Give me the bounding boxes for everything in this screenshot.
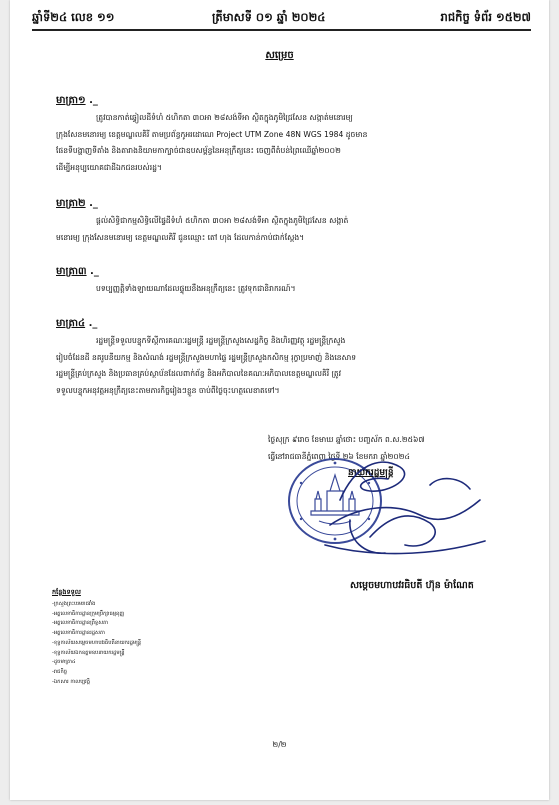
text-line: មនោរម្យ ក្រុងសែនមនោរម្យ ខេត្តមណ្ឌលគិរី ជូនឈ្មោះ តៅ ហុង ដែលកាន់កាប់ជាក់ស្តែង។ [56, 232, 305, 242]
header-divider [32, 29, 531, 31]
text-line: ផ្តល់សិទ្ធិជាកម្មសិទ្ធិលើផ្ទៃដីទំហំ ៥ហិកតា ៣០អា ២៨សង់ទីអា ស្ថិតក្នុងភូមិជ្រៃសែន សង្កាត់ [96, 216, 349, 225]
article-2-text [56, 213, 509, 246]
lunar-date: ថ្ងៃសុក្រ ៩រោច ខែមាឃ ឆ្នាំថោះ បញ្ចស័ក ព.ស.២៥៦៧ [268, 435, 425, 444]
gazette-header [32, 8, 531, 28]
list-item: -ដូចមាត្រា៤ [52, 659, 76, 666]
header-date: ត្រីមាសទី ០១ ឆ្នាំ ២០២៤ [212, 10, 326, 24]
list-item: -ឯកសារ កាលប្បវត្តិ [52, 678, 90, 685]
article-3-heading: មាត្រា៣ ._ [56, 266, 99, 277]
text-line: ទទួលបន្ទុកអនុវត្តអនុក្រឹត្យនេះតាមភារកិច្ចរៀងៗខ្លួន ចាប់ពីថ្ងៃចុះហត្ថលេខាតទៅ។ [56, 385, 280, 395]
article-2-heading: មាត្រា២ ._ [56, 198, 98, 209]
list-item: -អគ្គលេខាធិការដ្ឋានព្រឹទ្ធសភា [52, 620, 109, 627]
list-item: -អគ្គលេខាធិការដ្ឋានរដ្ឋសភា [52, 630, 105, 637]
article-1-text [56, 110, 509, 176]
decision-title: សម្រេច [265, 50, 294, 61]
article-3-text [56, 281, 509, 298]
text-line: ត្រូវបានកាត់ឆ្វៀលដីទំហំ ៥ហិកតា ៣០អា ២៨សង់ទីអា ស្ថិតក្នុងភូមិជ្រៃសែន សង្កាត់មនោរម្យ [96, 113, 353, 122]
text-line: ដើម្បីអនុប្បយោគជាដីឯកជនរបស់រដ្ឋ។ [56, 162, 162, 172]
article-3-label: មាត្រា៣ [56, 266, 87, 277]
list-item: -រាជកិច្ច [52, 668, 68, 675]
header-year-issue: ឆ្នាំទី២៤ លេខ ១១ [32, 10, 115, 24]
text-line: បទប្បញ្ញត្តិទាំងឡាយណាដែលផ្ទុយនឹងអនុក្រឹត្យនេះ ត្រូវទុកជានិរាករណ៍។ [96, 284, 296, 293]
article-4-heading: មាត្រា៤ ._ [56, 318, 98, 329]
document-page [10, 0, 549, 800]
text-line: រដ្ឋមន្ត្រីទទួលបន្ទុកទីស្តីការគណៈរដ្ឋមន្ត្រី រដ្ឋមន្ត្រីក្រសួងសេដ្ឋកិច្ច និងហិរញ្ញវត្ថុ រដ្ឋមន្ត្រីក្រសួង [96, 336, 346, 345]
recipients-list [52, 600, 141, 687]
text-line: ក្រុងសែនមនោរម្យ ខេត្តមណ្ឌលគិរី តាមប្រព័ន្ធកូអរដោណេ Project UTM Zone 48N WGS 1984 ដូចមាន [56, 129, 368, 139]
handwritten-signature-icon [310, 445, 500, 565]
signer-name: សម្តេចមហាបវរធិបតី ហ៊ុន ម៉ាណែត [350, 580, 474, 591]
article-4-label: មាត្រា៤ [56, 318, 86, 329]
prime-minister-title: នាយករដ្ឋមន្ត្រី [348, 468, 394, 478]
recipients-title: កន្លែងទទួល [52, 588, 81, 596]
place-and-date: ធ្វើនៅរាជធានីភ្នំពេញ ថ្ងៃទី ២៦ ខែមករា ឆ្នាំ២០២៤ [268, 452, 410, 461]
list-item: -ខុទ្ទកាល័យឯកឧត្តមឧបនាយករដ្ឋមន្ត្រី [52, 649, 125, 656]
article-1-heading: មាត្រា១ ._ [56, 95, 98, 106]
text-line: ផែនទីបង្ហាញទីតាំង និងតារាងនិយាមកាក្បាច់ជាឧបសម្ព័ន្ធនៃអនុក្រឹត្យនេះ ចេញពីតំបន់ព្រៃឈើឆ្នាំ២០០២ [56, 146, 341, 155]
article-1-label: មាត្រា១ [56, 95, 86, 106]
text-line: រៀបចំដែនដី នគរូបនីយកម្ម និងសំណង់ រដ្ឋមន្ត្រីក្រសួងមហាផ្ទៃ រដ្ឋមន្ត្រីក្រសួងកសិកម្ម រុក្ខាប្រមាញ់ និងនេសាទ [56, 352, 357, 362]
text-line: រដ្ឋមន្ត្រីគ្រប់ក្រសួង និងប្រធានគ្រប់ស្ថាប័នដែលពាក់ព័ន្ធ និងអភិបាលនៃគណៈអភិបាលខេត្តមណ្ឌលគិរី ត្រូវ [56, 369, 342, 378]
header-gazette-page: រាជកិច្ច ទំព័រ ១៥២៧ [440, 10, 531, 24]
article-2-label: មាត្រា២ [56, 198, 86, 209]
list-item: -អគ្គលេខាធិការដ្ឋានក្រុមប្រឹក្សាធម្មនុញ្ញ [52, 610, 125, 617]
list-item: -ក្រសួងព្រះបរមរាជវាំង [52, 601, 96, 607]
article-4-text [56, 333, 509, 399]
list-item: -ខុទ្ទកាល័យសម្តេចមហាបវរធិបតីនាយករដ្ឋមន្ត្រី [52, 639, 142, 646]
page-number: ២/២ [272, 740, 287, 749]
